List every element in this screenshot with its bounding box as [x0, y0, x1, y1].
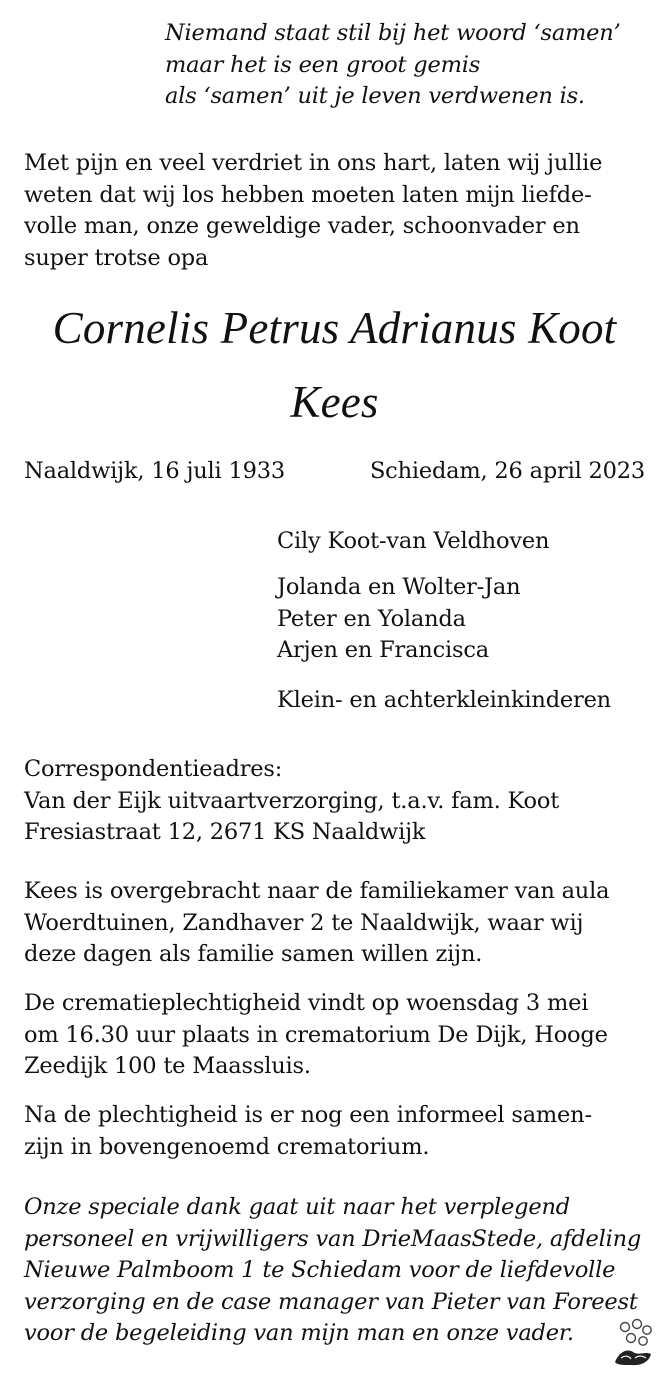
child-line: Arjen en Francisca: [277, 637, 489, 663]
paragraph-line: deze dagen als familie samen willen zijn.: [24, 941, 483, 967]
children-list: [277, 572, 520, 667]
paragraph-line: De crematieplechtigheid vindt op woensdag 3 mei: [24, 990, 589, 1016]
correspondence-line: Van der Eijk uitvaartverzorging, t.a.v. fam. Koot: [24, 787, 560, 814]
paragraph-line: Kees is overgebracht naar de familiekamer van aula: [24, 878, 610, 904]
intro-line: super trotse opa: [24, 244, 209, 271]
deceased-full-name: Cornelis Petrus Adrianus Koot: [52, 303, 617, 353]
correspondence-line: Correspondentieadres:: [24, 756, 283, 782]
thanks-line: Nieuwe Palmboom 1 te Schiedam voor de liefdevolle: [24, 1257, 616, 1283]
poem-line: Niemand staat stil bij het woord ‘samen’: [165, 20, 621, 46]
child-line: Jolanda en Wolter-Jan: [277, 574, 521, 600]
birth-place-date: Naaldwijk, 16 juli 1933: [24, 458, 285, 484]
viewing-paragraph: [24, 876, 609, 971]
poem-line: maar het is een groot gemis: [165, 51, 481, 78]
poem: [165, 18, 621, 113]
thanks-line: personeel en vrijwilligers van DrieMaasStede, afdeling: [24, 1225, 642, 1252]
child-line: Peter en Yolanda: [277, 605, 466, 632]
intro-line: Met pijn en veel verdriet in ons hart, laten wij jullie: [24, 150, 603, 176]
funeral-home-logo-icon: [611, 1318, 655, 1368]
correspondence-line: Fresiastraat 12, 2671 KS Naaldwijk: [24, 819, 426, 845]
gathering-paragraph: [24, 1100, 592, 1163]
paragraph-line: Zeedijk 100 te Maassluis.: [24, 1053, 311, 1079]
ceremony-paragraph: [24, 988, 608, 1083]
thanks-line: verzorging en de case manager van Pieter van Foreest: [24, 1288, 638, 1315]
thanks-line: voor de begeleiding van mijn man en onze vader.: [24, 1320, 574, 1346]
paragraph-line: om 16.30 uur plaats in crematorium De Dijk, Hooge: [24, 1021, 608, 1048]
correspondence-address: [24, 754, 559, 849]
death-place-date: Schiedam, 26 april 2023: [369, 458, 645, 484]
paragraph-line: Na de plechtigheid is er nog een informeel samen-: [24, 1102, 592, 1128]
grandchildren: Klein- en achterkleinkinderen: [277, 687, 611, 713]
thanks-paragraph: [24, 1192, 641, 1350]
intro-line: weten dat wij los hebben moeten laten mijn liefde-: [24, 181, 592, 208]
intro-line: volle man, onze geweldige vader, schoonvader en: [24, 213, 580, 239]
paragraph-line: zijn in bovengenoemd crematorium.: [24, 1133, 430, 1160]
paragraph-line: Woerdtuinen, Zandhaver 2 te Naaldwijk, waar wij: [24, 909, 584, 936]
spouse: Cily Koot-van Veldhoven: [277, 528, 550, 554]
deceased-nickname: Kees: [290, 377, 379, 427]
intro-paragraph: [24, 148, 602, 274]
thanks-line: Onze speciale dank gaat uit naar het verplegend: [24, 1194, 570, 1220]
poem-line: als ‘samen’ uit je leven verdwenen is.: [165, 83, 585, 109]
